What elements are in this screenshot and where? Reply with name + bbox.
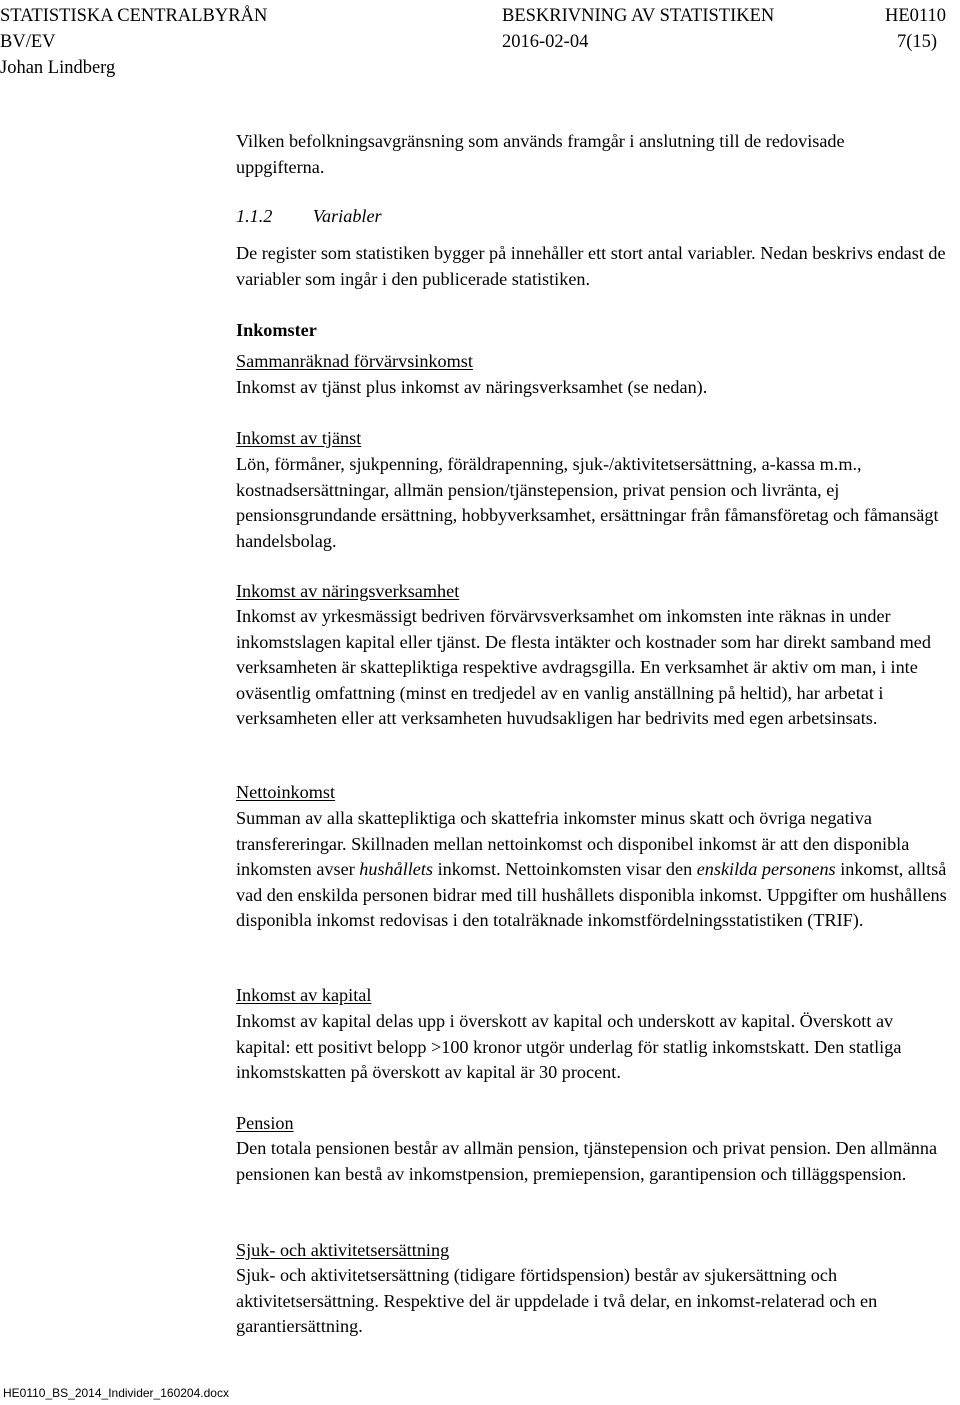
section-title: Variabler	[312, 206, 382, 226]
section-heading	[236, 204, 952, 230]
netto-emphasis-household: hushållets	[359, 859, 434, 880]
netto-text	[236, 806, 952, 934]
header-doc-id: HE0110	[885, 6, 946, 26]
intro-paragraph: Vilken befolkningsavgränsning som används framgår i anslutning till de redovisade uppgifterna.	[236, 131, 845, 177]
header-doc-type: BESKRIVNING AV STATISTIKEN	[502, 6, 775, 26]
netto-emphasis-individual: enskilda personens	[696, 859, 836, 880]
sammanraknad-text: Inkomst av tjänst plus inkomst av näringsverksamhet (se nedan).	[236, 377, 708, 397]
footer-filename: HE0110_BS_2014_Individer_160204.docx	[3, 1386, 229, 1400]
sammanraknad-title: Sammanräknad förvärvsinkomst	[236, 351, 473, 371]
pension-title: Pension	[236, 1113, 294, 1133]
section-number: 1.1.2	[236, 206, 273, 226]
sjuk-text: Sjuk- och aktivitetsersättning (tidigare förtidspension) består av sjukersättning och aktivitetsersättning. Respektive del är uppdelade i två delar, en inkomst-relaterad och en garantiersättning.	[236, 1265, 878, 1337]
header-org: STATISTISKA CENTRALBYRÅN	[0, 6, 268, 26]
tjanst-title: Inkomst av tjänst	[236, 428, 362, 448]
netto-title: Nettoinkomst	[236, 782, 336, 802]
tjanst-text: Lön, förmåner, sjukpenning, föräldrapenning, sjuk-/aktivitetsersättning, a-kassa m.m., kostnadsersättningar, allmän pension/tjänstepension, privat pension och livränta, ej pensionsgrundande ersättning, hobbyverksamhet, ersättningar från fåmansföretag och fåmansägt handelsbolag.	[236, 454, 939, 551]
kapital-text: Inkomst av kapital delas upp i överskott av kapital och underskott av kapital. Överskott av kapital: ett positivt belopp >100 kronor utgör underlag för statlig inkomstskatt. Den statliga inkomstskatten på överskott av kapital är 30 procent.	[236, 1011, 902, 1083]
header-author: Johan Lindberg	[0, 58, 116, 78]
sjuk-title: Sjuk- och aktivitetsersättning	[236, 1240, 450, 1260]
inkomster-heading: Inkomster	[236, 320, 317, 340]
naring-title: Inkomst av näringsverksamhet	[236, 581, 460, 601]
naring-text: Inkomst av yrkesmässigt bedriven förvärvsverksamhet om inkomsten inte räknas in under inkomstslagen kapital eller tjänst. De flesta intäkter och kostnader som har direkt samband med verksamheten är skattepliktiga respektive avdragsgilla. En verksamhet är aktiv om man, i inte oväsentlig omfattning (minst en tredjedel av en vanlig anställning på heltid), har arbetat i verksamheten eller att verksamheten huvudsakligen har bedrivits med egen arbetsinsats.	[236, 606, 931, 729]
netto-text-part-3: inkomst, alltså vad den enskilda personen bidrar med till hushållets disponibla inkomst. Uppgifter om hushållens disponibla inkomst redovisas i den totalräknade inkomstfördelningsstatistiken (TRIF).	[236, 859, 947, 931]
section-text: De register som statistiken bygger på innehåller ett stort antal variabler. Nedan beskrivs endast de variabler som ingår i den publicerade statistiken.	[236, 243, 946, 289]
kapital-title: Inkomst av kapital	[236, 985, 372, 1005]
header-page-number: 7(15)	[897, 32, 938, 52]
pension-text: Den totala pensionen består av allmän pension, tjänstepension och privat pension. Den allmänna pensionen kan bestå av inkomstpension, premiepension, garantipension och tilläggspension.	[236, 1138, 938, 1184]
header-dept: BV/EV	[0, 32, 56, 52]
header-date: 2016-02-04	[502, 32, 589, 52]
netto-text-part-2: inkomst. Nettoinkomsten visar den	[433, 859, 697, 880]
netto-text-part-1: Summan av alla skattepliktiga och skattefria inkomster minus skatt och övriga negativa transfereringar. Skillnaden mellan nettoinkomst och disponibel inkomst är att den disponibla inkomsten avser	[236, 808, 910, 880]
